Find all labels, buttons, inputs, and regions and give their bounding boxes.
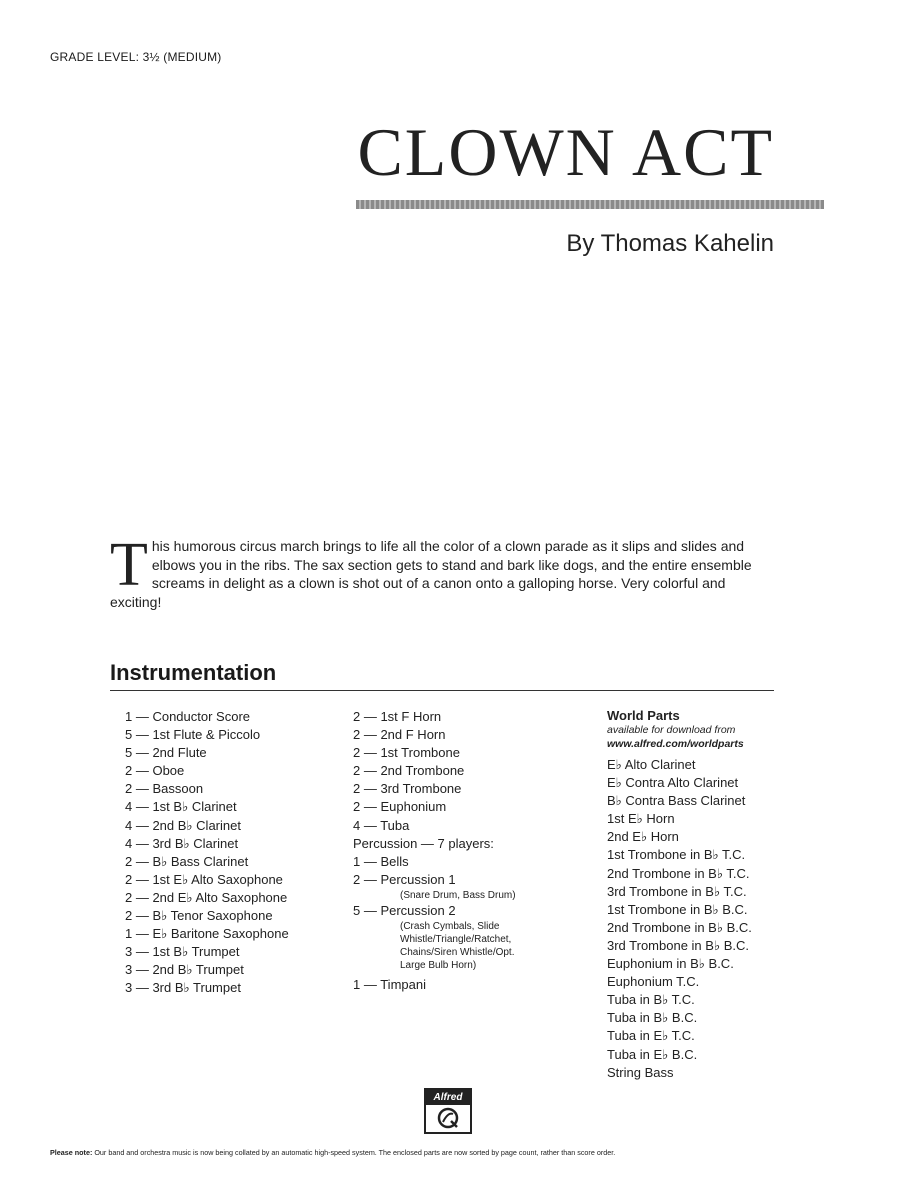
world-parts-url[interactable]: www.alfred.com/worldparts bbox=[607, 738, 744, 750]
instrument-item: 1 — E♭ Baritone Saxophone bbox=[125, 926, 289, 942]
instrument-list-column-2 bbox=[353, 708, 583, 994]
world-parts-subtitle: available for download from bbox=[607, 724, 736, 736]
percussion-2-note: Chains/Siren Whistle/Opt. bbox=[400, 947, 515, 959]
world-part-item: Tuba in B♭ B.C. bbox=[607, 1010, 698, 1026]
instrument-item: 1 — Bells bbox=[353, 853, 409, 869]
instrument-item: 3 — 1st B♭ Trumpet bbox=[125, 944, 240, 960]
grade-level: GRADE LEVEL: 3½ (MEDIUM) bbox=[50, 50, 222, 64]
instrument-item: 2 — 2nd E♭ Alto Saxophone bbox=[125, 889, 288, 905]
logo-emblem bbox=[433, 1107, 463, 1129]
footer-label: Please note: bbox=[50, 1148, 93, 1157]
footer-text: Our band and orchestra music is now being collated by an automatic high-speed system. The enclosed parts are now sorted by page count, rather than score order. bbox=[94, 1148, 616, 1157]
instrument-item: 2 — 1st E♭ Alto Saxophone bbox=[125, 871, 283, 887]
instrument-item: 2 — 3rd Trombone bbox=[353, 781, 462, 797]
world-part-item: B♭ Contra Bass Clarinet bbox=[607, 793, 746, 809]
piece-title: CLOWN ACT bbox=[357, 114, 774, 190]
world-part-item: 1st Trombone in B♭ B.C. bbox=[607, 901, 748, 917]
instrument-item: 2 — Euphonium bbox=[353, 799, 447, 815]
world-part-item: 3rd Trombone in B♭ B.C. bbox=[607, 937, 749, 953]
instrument-item: 5 — 2nd Flute bbox=[125, 745, 207, 761]
drop-cap: T bbox=[110, 531, 148, 599]
instrument-item: 1 — Conductor Score bbox=[125, 709, 251, 724]
instrument-item: 4 — Tuba bbox=[353, 817, 410, 833]
instrument-item: 2 — Percussion 1 bbox=[353, 871, 456, 887]
instrument-item: 2 — Bassoon bbox=[125, 781, 204, 797]
world-part-item: String Bass bbox=[607, 1064, 674, 1080]
instrument-item: 3 — 3rd B♭ Trumpet bbox=[125, 980, 241, 996]
title-rule bbox=[356, 200, 824, 209]
instrument-item: 5 — 1st Flute & Piccolo bbox=[125, 727, 261, 743]
instrument-item: 3 — 2nd B♭ Trumpet bbox=[125, 962, 244, 978]
composer-credit: By Thomas Kahelin bbox=[566, 230, 774, 257]
percussion-2-note: (Crash Cymbals, Slide bbox=[400, 921, 500, 933]
world-part-item: Tuba in B♭ T.C. bbox=[607, 992, 695, 1008]
instrument-item: 2 — Oboe bbox=[125, 763, 185, 779]
instrument-item: 2 — B♭ Bass Clarinet bbox=[125, 853, 249, 869]
world-part-item: 3rd Trombone in B♭ T.C. bbox=[607, 883, 747, 899]
world-part-item: 1st E♭ Horn bbox=[607, 811, 675, 827]
world-part-item: Tuba in E♭ B.C. bbox=[607, 1046, 698, 1062]
logo-text: Alfred bbox=[426, 1090, 470, 1105]
footer-note bbox=[50, 1148, 850, 1158]
percussion-2-note: Whistle/Triangle/Ratchet, bbox=[400, 934, 512, 946]
instrumentation-heading: Instrumentation bbox=[110, 660, 774, 691]
instrument-item: 2 — 2nd Trombone bbox=[353, 763, 465, 779]
instrument-item: 4 — 3rd B♭ Clarinet bbox=[125, 835, 239, 851]
alfred-logo-icon bbox=[424, 1088, 472, 1134]
description bbox=[110, 531, 774, 611]
world-parts-column bbox=[607, 708, 807, 1082]
percussion-header: Percussion — 7 players: bbox=[353, 835, 494, 851]
description-text: his humorous circus march brings to life all the color of a clown parade as it slips and slides and elbows you in the ribs. The sax section gets to stand and bark like dogs, and the entire ensemble screams in delight as a clown is shot out of a canon onto a galloping horse. Very colorful and exciting! bbox=[110, 538, 752, 610]
world-part-item: Tuba in E♭ T.C. bbox=[607, 1028, 695, 1044]
instrument-item: 2 — 1st F Horn bbox=[353, 709, 442, 724]
world-part-item: Euphonium T.C. bbox=[607, 974, 700, 990]
instrument-item: 2 — 2nd F Horn bbox=[353, 727, 446, 743]
world-part-item: 1st Trombone in B♭ T.C. bbox=[607, 847, 746, 863]
world-part-item: Euphonium in B♭ B.C. bbox=[607, 956, 734, 972]
world-parts-title: World Parts bbox=[607, 708, 680, 723]
percussion-1-note: (Snare Drum, Bass Drum) bbox=[400, 889, 516, 901]
instrument-item: 2 — 1st Trombone bbox=[353, 745, 460, 761]
world-part-item: 2nd E♭ Horn bbox=[607, 829, 679, 845]
instrument-item: 4 — 1st B♭ Clarinet bbox=[125, 799, 237, 815]
instrument-item: 2 — B♭ Tenor Saxophone bbox=[125, 908, 273, 924]
percussion-2-note: Large Bulb Horn) bbox=[400, 960, 477, 972]
world-part-item: 2nd Trombone in B♭ B.C. bbox=[607, 919, 752, 935]
world-part-item: 2nd Trombone in B♭ T.C. bbox=[607, 865, 750, 881]
instrument-item: 1 — Timpani bbox=[353, 977, 426, 993]
instrument-item: 5 — Percussion 2 bbox=[353, 902, 456, 918]
world-part-item: E♭ Alto Clarinet bbox=[607, 757, 696, 772]
instrument-list-column-1 bbox=[125, 708, 350, 998]
world-part-item: E♭ Contra Alto Clarinet bbox=[607, 775, 739, 791]
instrument-item: 4 — 2nd B♭ Clarinet bbox=[125, 817, 241, 833]
